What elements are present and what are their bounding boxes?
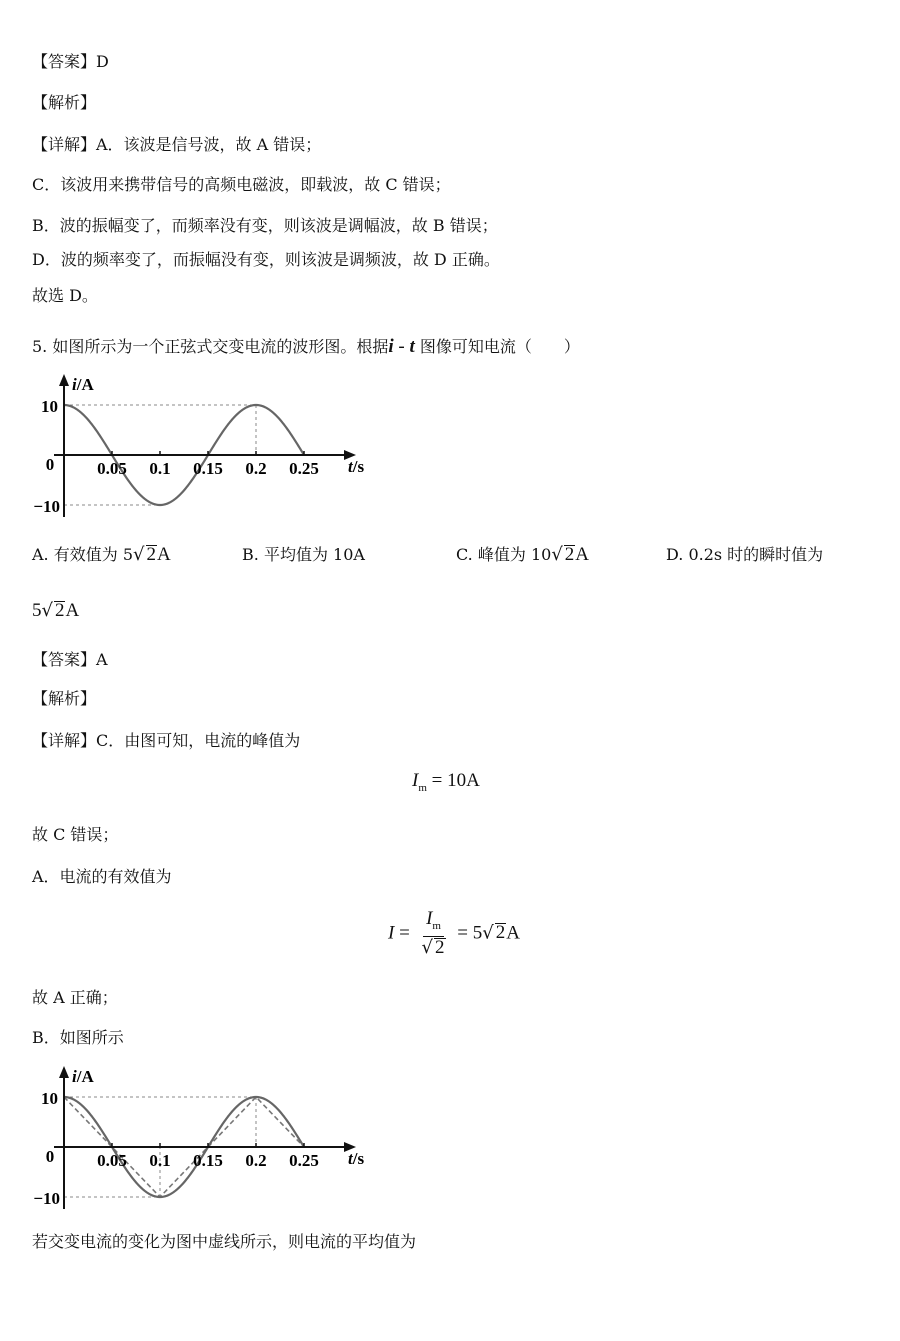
x-tick-label: 0.15 <box>193 1151 223 1170</box>
option-b[interactable]: B. 平均值为 10A <box>242 545 365 564</box>
q5-answer: 【答案】A <box>32 650 108 669</box>
q5-stem-post: 图像可知电流（ ） <box>419 337 580 356</box>
q4-detail-d: D．波的频率变了，而振幅没有变，则该波是调频波，故 D 正确。 <box>32 250 500 269</box>
y-axis-label: i/A <box>72 375 94 394</box>
q5-stem-i: i <box>388 336 394 357</box>
option-c[interactable]: C. 峰值为 10√ 2A <box>456 544 590 565</box>
q5-number: 5. <box>32 337 48 356</box>
q5-analysis-heading: 【解析】 <box>32 689 97 708</box>
x-tick-label: 0.1 <box>149 1151 171 1170</box>
y-tick-neg10: −10 <box>33 497 60 516</box>
a-effective-text: A．电流的有效值为 <box>32 867 172 886</box>
q4-conclusion: 故选 D。 <box>32 286 98 305</box>
y-axis-arrow <box>59 1066 69 1078</box>
q4-answer: 【答案】D <box>32 52 109 71</box>
option-d[interactable]: D. 0.2s 时的瞬时值为 <box>666 545 824 564</box>
x-axis-label: t/s <box>348 1149 365 1168</box>
q4-detail-b: B．波的振幅变了，而频率没有变，则该波是调幅波，故 B 错误； <box>32 216 498 235</box>
x-tick-label: 0.15 <box>193 459 223 478</box>
x-tick-label: 0.25 <box>289 459 319 478</box>
option-d-continued: 5√ 2A <box>32 600 80 621</box>
waveform-graph-2 <box>22 1060 382 1215</box>
x-tick-label: 0.05 <box>97 1151 127 1170</box>
y-tick-10: 10 <box>41 397 58 416</box>
origin-label: 0 <box>45 1147 55 1166</box>
q4-detail-a: 【详解】A．该波是信号波，故 A 错误； <box>32 135 322 154</box>
x-tick-label: 0.2 <box>245 1151 267 1170</box>
q5-stem-t: t <box>409 336 415 357</box>
a-right: 故 A 正确； <box>32 988 118 1007</box>
equation-peak: $I_m = 10A$ <box>412 770 480 794</box>
y-tick-neg10: −10 <box>33 1189 60 1208</box>
y-axis-arrow <box>59 374 69 386</box>
x-tick-label: 0.05 <box>97 459 127 478</box>
q5-stem-dash: - <box>393 336 410 357</box>
c-wrong: 故 C 错误； <box>32 825 119 844</box>
origin-label: 0 <box>45 455 55 474</box>
waveform-graph-1 <box>22 368 382 523</box>
q4-analysis-heading: 【解析】 <box>32 93 97 112</box>
x-tick-label: 0.2 <box>245 459 267 478</box>
equation-effective: I = $\frac{I_m}{√ 2}$ = 5√ 2A <box>388 908 520 958</box>
b-text: B．如图所示 <box>32 1028 124 1047</box>
q5-stem <box>32 337 580 357</box>
x-axis-label: t/s <box>348 457 365 476</box>
option-a[interactable]: A. 有效值为 5√ 2A <box>32 544 171 565</box>
y-tick-10: 10 <box>41 1089 58 1108</box>
y-axis-label: i/A <box>72 1067 94 1086</box>
q5-detail-c: 【详解】C．由图可知，电流的峰值为 <box>32 731 301 750</box>
x-tick-label: 0.1 <box>149 459 171 478</box>
b-followup: 若交变电流的变化为图中虚线所示，则电流的平均值为 <box>32 1232 417 1251</box>
q5-stem-pre: 如图所示为一个正弦式交变电流的波形图。根据 <box>52 337 389 356</box>
q4-detail-c: C．该波用来携带信号的高频电磁波，即载波，故 C 错误； <box>32 175 451 194</box>
x-tick-label: 0.25 <box>289 1151 319 1170</box>
